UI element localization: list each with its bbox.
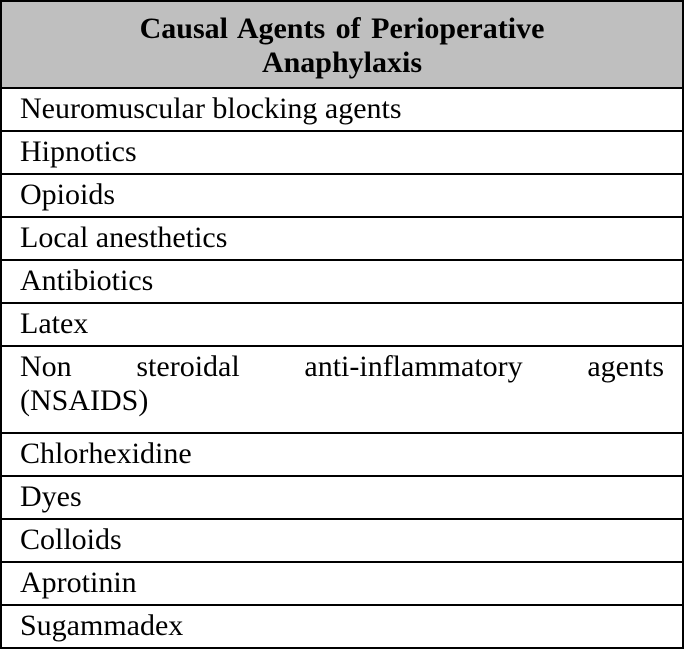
table-row [1, 476, 683, 519]
table-cell-sugammadex: Sugammadex [1, 605, 683, 648]
table-cell-nsaids-line2: (NSAIDS) [20, 384, 149, 417]
table-row [1, 346, 683, 433]
table-header-cell: Causal Agents of Perioperative Anaphylaxis [1, 1, 683, 88]
table-row [1, 303, 683, 346]
table-cell-opioids: Opioids [1, 174, 683, 217]
table-cell-antibiotics: Antibiotics [1, 260, 683, 303]
table-row [1, 88, 683, 131]
table-cell-aprotinin: Aprotinin [1, 562, 683, 605]
table-cell-dyes: Dyes [1, 476, 683, 519]
table-cell-colloids: Colloids [1, 519, 683, 562]
table-row [1, 433, 683, 476]
table-cell-chlorhexidine: Chlorhexidine [1, 433, 683, 476]
table-row [1, 605, 683, 648]
table-row [1, 217, 683, 260]
table-cell-nsaids-line1: Non steroidal anti-inflammatory agents [20, 350, 664, 383]
table-cell-latex: Latex [1, 303, 683, 346]
table-cell-neuromuscular-blocking-agents: Neuromuscular blocking agents [1, 88, 683, 131]
table-cell-hipnotics: Hipnotics [1, 131, 683, 174]
table-row [1, 174, 683, 217]
table-cell-nsaids [1, 346, 683, 433]
table-row [1, 562, 683, 605]
table-header-row [1, 1, 683, 88]
table-row [1, 519, 683, 562]
table-row [1, 260, 683, 303]
table-row [1, 131, 683, 174]
table-cell-local-anesthetics: Local anesthetics [1, 217, 683, 260]
